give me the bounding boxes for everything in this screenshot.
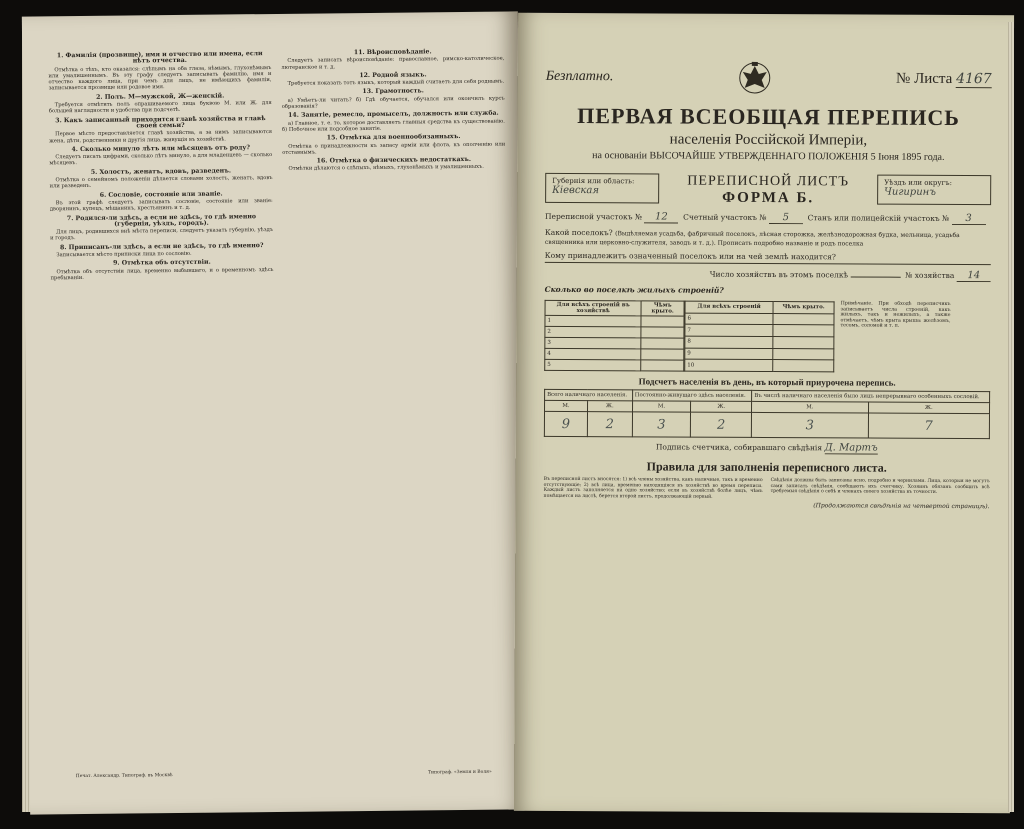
count-value: 5 bbox=[769, 212, 803, 224]
sheet-number-value: 4167 bbox=[956, 70, 992, 87]
footer-right-text: Типограф. «Земля и Воля» bbox=[427, 769, 492, 776]
instruction-paragraph: Отмѣтки дѣлаются о слѣпыхъ, нѣмыхъ, глухонѣмыхъ и умалишенныхъ. bbox=[288, 164, 484, 173]
instruction-heading: 6. Сословіе, состояніе или званіе. bbox=[99, 190, 223, 199]
settlement-label: Какой поселокъ? bbox=[544, 227, 613, 238]
free-label: Безплатно. bbox=[545, 68, 614, 85]
grid-row-label: 7 bbox=[685, 324, 773, 336]
signature-line bbox=[544, 441, 990, 455]
form-title-line1: ПЕРЕПИСНОЙ ЛИСТЪ bbox=[687, 173, 850, 190]
instruction-heading: 3. Какъ записанный приходится главѣ хозяйства и главѣ своей семьи? bbox=[55, 114, 266, 130]
sheet-number-field bbox=[896, 70, 992, 88]
households-label: Число хозяйствъ въ этомъ поселкѣ bbox=[709, 269, 849, 280]
grid-row-label: 1 bbox=[545, 315, 641, 327]
footer-left-text: Печат. Александр. Типограф. въ Москвѣ bbox=[75, 773, 173, 780]
instruction-paragraph: Требуется отмѣтить полъ опрашиваемого лица буквою М. или Ж. для большей наглядности и удобства при подсчетѣ. bbox=[48, 100, 272, 115]
owner-line bbox=[545, 251, 991, 265]
instruction-heading: 12. Родной языкъ. bbox=[359, 71, 427, 79]
imperial-eagle-icon bbox=[735, 58, 775, 98]
sheet-label: № Листа bbox=[895, 70, 953, 87]
grid-row-label: 4 bbox=[545, 348, 641, 360]
pop-w-label: Ж. bbox=[587, 401, 632, 412]
district-value: Чигиринъ bbox=[884, 186, 936, 198]
grid-row-label: 3 bbox=[545, 337, 641, 349]
rules-col1: Въ переписной листъ вносятся: 1) всѣ члены хозяйства, какъ наличные, такъ и временно отсутствующіе; 2) всѣ лица, временно находящіяся въ хозяйствѣ во время переписи. Каждый листъ заполняется на одно хозяйство; если въ хозяйствѣ болѣе лицъ, чѣмъ помѣщается на листѣ, берется второй листъ, продолжающій первый. bbox=[543, 476, 763, 500]
pop-m-label: М. bbox=[632, 401, 691, 412]
instruction-paragraph: а) Главное, т. е. то, которое доставляетъ главныя средства къ существованію. б) Побочное или подсобное занятіе. bbox=[282, 118, 505, 133]
instruction-paragraph: Отмѣтка объ отсутствіи лица, временно выбывшаго, и о временномъ здѣсь пребываніи. bbox=[50, 266, 274, 282]
instruction-paragraph: Отмѣтка о принадлежности къ запасу арміи или флота, къ ополченію или отставнымъ. bbox=[282, 141, 506, 156]
grid-row-label: 6 bbox=[685, 313, 773, 325]
rules-continued-note: (Продолжаются свѣдѣнія на четвертой страницѣ). bbox=[813, 502, 990, 511]
section-label: Переписной участокъ № bbox=[545, 211, 643, 222]
instruction-heading: 9. Отмѣтка объ отсутствіи. bbox=[113, 258, 211, 267]
left-column-2 bbox=[281, 46, 512, 768]
pop-value: 2 bbox=[587, 412, 632, 437]
grid-col-b: Чѣмъ крыто. bbox=[641, 301, 684, 316]
buildings-table-left bbox=[544, 300, 684, 372]
page-stack-right bbox=[1008, 22, 1014, 812]
instruction-heading: 5. Холостъ, женатъ, вдовъ, разведенъ. bbox=[90, 167, 232, 176]
left-page-footer bbox=[56, 770, 512, 780]
camp-value: 3 bbox=[952, 213, 986, 225]
household-no-value: 14 bbox=[957, 270, 991, 282]
pop-col2: Постоянно-живущаго здѣсь населенія. bbox=[632, 390, 752, 402]
rules-col2: Свѣдѣнія должны быть записаны ясно, подробно и чернилами. Лица, которыя не могутъ сами записать свѣдѣнія, сообщаютъ ихъ счетчику. Хозяинъ обязанъ сообщить всѣ требуемыя свѣдѣнія о себѣ и членахъ своего хозяйства въ точности. bbox=[770, 478, 990, 495]
grid-row-label: 2 bbox=[545, 326, 641, 338]
instruction-heading: 13. Грамотность. bbox=[362, 87, 424, 96]
instruction-paragraph: Для лицъ, родившихся внѣ мѣста переписи, следуетъ указать губернію, уѣздъ и городъ. bbox=[50, 227, 274, 242]
instruction-paragraph: Записывается мѣсто приписки лица по сословію. bbox=[56, 250, 192, 259]
census-title: ПЕРВАЯ ВСЕОБЩАЯ ПЕРЕПИСЬ bbox=[577, 103, 960, 131]
instruction-paragraph: Требуется показать тотъ языкъ, который каждый считаетъ для себя роднымъ. bbox=[287, 78, 505, 88]
grid-row-label: 5 bbox=[545, 359, 641, 371]
instruction-heading: 7. Родился-ли здѣсь, а если не здѣсь, то гдѣ именно (губернія, уѣздъ, городъ). bbox=[66, 212, 257, 228]
households-line bbox=[545, 268, 991, 282]
pop-value: 3 bbox=[632, 412, 691, 437]
grid-row-label: 9 bbox=[685, 348, 773, 360]
households-value bbox=[850, 276, 900, 277]
settlement-hint: (Выдѣляемая усадьба, фабричный поселокъ, лѣсная сторожка, желѣзнодорожная будка, мельница, усадьба священника или церковно-служителя, заводъ и т. д.). Прописать подробно названіе и родъ поселка bbox=[544, 230, 960, 248]
section-line bbox=[545, 211, 991, 225]
rules-text bbox=[544, 477, 990, 501]
grid-row-label: 10 bbox=[685, 359, 773, 371]
pop-value: 9 bbox=[544, 411, 587, 436]
buildings-table-right bbox=[684, 301, 834, 373]
grid-note: Примѣчаніе. При обходѣ переписчикъ записываетъ числа строеній, какъ жилыхъ, такъ и нежилыхъ, а также отмѣчаетъ, чѣмъ крыта крыша: желѣзомъ, тесомъ, соломой и т. п. bbox=[840, 301, 951, 330]
census-basis: на основаніи ВЫСОЧАЙШЕ УТВЕРЖДЕННАГО ПОЛОЖЕНІЯ 5 Іюня 1895 года. bbox=[592, 150, 945, 163]
population-heading: Подсчетъ населенія въ день, въ который приурочена перепись. bbox=[638, 376, 896, 388]
pop-w-label: Ж. bbox=[691, 401, 752, 412]
instruction-paragraph: Отмѣтка о семейномъ положеніи дѣлается словами холостъ, женатъ, вдовъ или разведенъ. bbox=[49, 175, 273, 190]
rules-heading: Правила для заполненія переписного листа. bbox=[646, 459, 887, 475]
province-value: Кіевская bbox=[552, 184, 600, 197]
grid-col-d: Чѣмъ крыто. bbox=[773, 302, 834, 314]
buildings-line bbox=[545, 285, 991, 296]
form-title-line2: ФОРМА Б. bbox=[722, 189, 815, 207]
instruction-heading: 8. Приписанъ-ли здѣсь, а если не здѣсь, то гдѣ именно? bbox=[59, 241, 264, 251]
instruction-paragraph: Следуетъ записать вѣроисповѣданіе: православное, римско-католическое, лютеранское и т. д. bbox=[281, 55, 505, 71]
section-value: 12 bbox=[644, 211, 678, 223]
camp-label: Станъ или полицейскій участокъ № bbox=[807, 213, 950, 223]
instruction-paragraph: Отмѣтка о тѣхъ, кто оказался: слѣпымъ на оба глаза, нѣмымъ, глухонѣмымъ или умалишеннымъ. Въ эту графу следуетъ записывать фамилію, имя и отчество каждого лица, при чемъ для лицъ, не имѣющихъ фамиліи, записывается прозвище или родовое имя. bbox=[48, 64, 272, 92]
instruction-heading: 1. Фамилія (прозвище), имя и отчество или имена, если нѣтъ отчества. bbox=[56, 50, 263, 65]
instruction-paragraph: Первое мѣсто предоставляется главѣ хозяйства, а за нимъ записываются жена, дѣти, родственники и другія лица, живущія въ хозяйствѣ. bbox=[49, 129, 273, 144]
district-label: Уѣздъ или округъ: bbox=[884, 178, 952, 187]
buildings-grid bbox=[544, 300, 990, 373]
pop-col1: Всего наличнаго населенія. bbox=[545, 389, 633, 400]
buildings-label: Сколько во поселкѣ жилыхъ строеній? bbox=[544, 284, 724, 295]
signature-value: Д. Мартъ bbox=[824, 442, 878, 454]
province-label: Губернія или область: bbox=[552, 176, 635, 186]
grid-row-label: 8 bbox=[685, 336, 773, 348]
instruction-paragraph: Въ этой графѣ следуетъ записывать сословіе, состояніе или званіе: дворянинъ, купецъ, мѣщанинъ, крестьянинъ и т. д. bbox=[49, 197, 273, 213]
instruction-heading: 11. Вѣроисповѣданіе. bbox=[353, 48, 432, 57]
form-header-row bbox=[545, 173, 991, 208]
population-table bbox=[544, 389, 990, 439]
pop-value: 2 bbox=[691, 412, 752, 437]
instruction-heading: 16. Отмѣтка о физическихъ недостаткахъ. bbox=[316, 156, 472, 165]
pop-value: 7 bbox=[868, 413, 990, 439]
census-subtitle: населенія Россійской Имперіи, bbox=[669, 131, 868, 149]
header-row bbox=[546, 57, 992, 99]
pop-w-label: Ж. bbox=[868, 402, 990, 414]
pop-m-label: М. bbox=[545, 400, 588, 411]
pop-value: 3 bbox=[752, 412, 868, 438]
form-title bbox=[687, 174, 849, 208]
instruction-heading: 15. Отмѣтка для военнообязанныхъ. bbox=[326, 133, 461, 142]
signature-label: Подпись счетчика, собиравшаго свѣдѣнія bbox=[655, 442, 823, 453]
settlement-line bbox=[545, 228, 991, 248]
pop-m-label: М. bbox=[752, 401, 868, 413]
district-box bbox=[877, 175, 991, 206]
province-box bbox=[545, 173, 659, 204]
instruction-heading: 2. Полъ. М—мужской, Ж—женскій. bbox=[96, 92, 225, 101]
document-spread bbox=[22, 14, 1012, 814]
grid-col-a: Для всѣхъ строеній въ хозяйствѣ bbox=[545, 300, 641, 316]
count-label: Счетный участокъ № bbox=[683, 212, 767, 223]
right-page bbox=[514, 13, 1014, 814]
instruction-paragraph: а) Умѣетъ-ли читать? б) Гдѣ обучается, обучался или окончилъ курсъ образованія? bbox=[281, 95, 505, 110]
left-column-1 bbox=[48, 48, 279, 770]
instruction-heading: 4. Сколько минуло лѣтъ или мѣсяцевъ отъ роду? bbox=[71, 144, 250, 153]
pop-col3: Въ числѣ наличнаго населенія было лицъ непрерывнаго особенныхъ сословій. bbox=[752, 390, 990, 402]
instruction-heading: 14. Занятіе, ремесло, промыселъ, должность или служба. bbox=[288, 110, 499, 120]
owner-label: Кому принадлежитъ означенный поселокъ или на чей землѣ находится? bbox=[544, 250, 836, 262]
instruction-paragraph: Следуетъ писать цифрами, сколько лѣтъ минуло, а для младенцевъ — сколько мѣсяцевъ. bbox=[49, 152, 273, 167]
grid-col-c: Для всѣхъ строеній bbox=[685, 301, 773, 313]
household-no-label: № хозяйства bbox=[905, 270, 955, 280]
left-page bbox=[22, 11, 526, 814]
